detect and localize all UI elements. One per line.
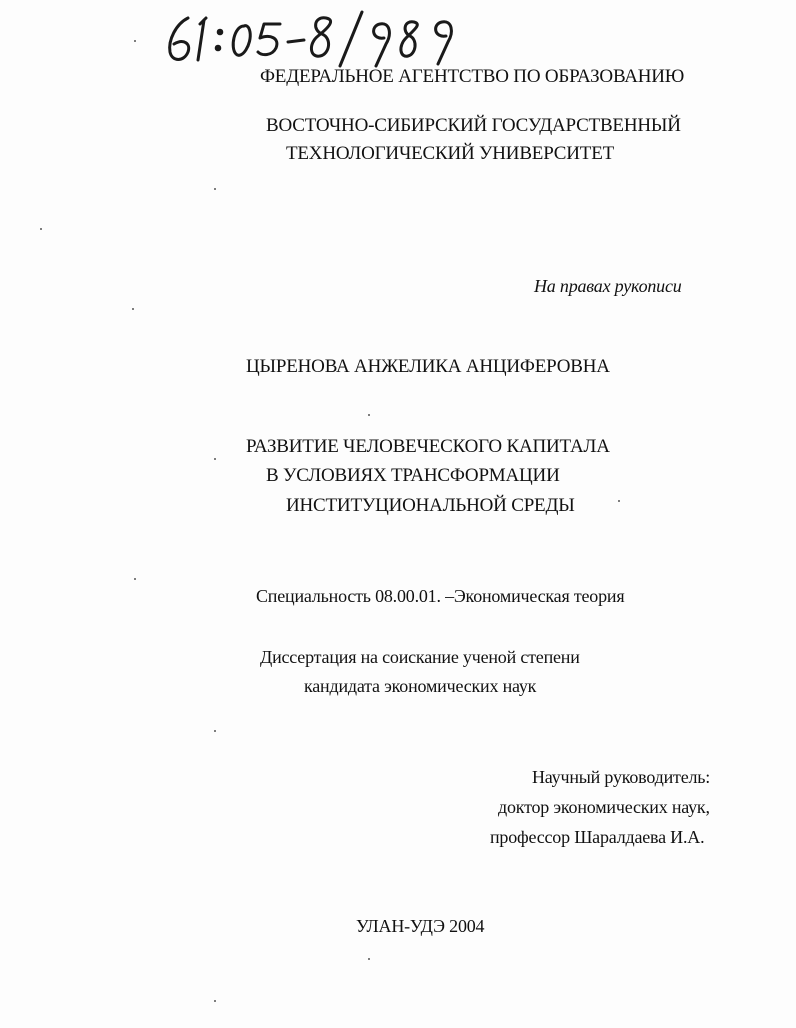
university-name-line2: ТЕХНОЛОГИЧЕСКИЙ УНИВЕРСИТЕТ xyxy=(286,143,615,164)
scan-speck xyxy=(134,40,136,42)
archive-number-text: 61:05-8/989 xyxy=(160,4,165,5)
scan-speck xyxy=(214,458,216,460)
thesis-title-line3: ИНСТИТУЦИОНАЛЬНОЙ СРЕДЫ xyxy=(286,495,575,516)
hw-digit-8b xyxy=(401,22,417,56)
scan-speck xyxy=(214,188,216,190)
scan-speck xyxy=(368,414,370,416)
hw-digit-1 xyxy=(198,20,204,60)
hw-digit-8 xyxy=(311,18,330,56)
supervisor-label: Научный руководитель: xyxy=(532,767,711,787)
hw-digit-6 xyxy=(170,18,189,60)
hw-digit-9a xyxy=(374,24,390,66)
dissertation-line2: кандидата экономических наук xyxy=(304,676,537,696)
author-name: ЦЫРЕНОВА АНЖЕЛИКА АНЦИФЕРОВНА xyxy=(246,356,610,377)
supervisor-degree: доктор экономических наук, xyxy=(498,797,710,817)
hw-digit-9b xyxy=(436,22,452,64)
agency-name: ФЕДЕРАЛЬНОЕ АГЕНТСТВО ПО ОБРАЗОВАНИЮ xyxy=(260,66,685,87)
scan-speck xyxy=(40,228,42,230)
thesis-title-line2: В УСЛОВИЯХ ТРАНСФОРМАЦИИ xyxy=(266,465,560,486)
dissertation-line1: Диссертация на соискание ученой степени xyxy=(260,647,580,667)
scan-speck xyxy=(134,578,136,580)
scan-speck xyxy=(214,730,216,732)
hw-dash xyxy=(288,40,304,42)
city-year: УЛАН-УДЭ 2004 xyxy=(356,916,485,936)
manuscript-note: На правах рукописи xyxy=(534,276,682,296)
scan-speck xyxy=(132,308,134,310)
hw-digit-0 xyxy=(233,26,250,56)
hw-slash xyxy=(340,12,362,66)
thesis-title-line1: РАЗВИТИЕ ЧЕЛОВЕЧЕСКОГО КАПИТАЛА xyxy=(246,436,610,457)
scan-speck xyxy=(618,500,620,502)
handwritten-archive-number xyxy=(160,4,460,74)
scan-speck xyxy=(368,958,370,960)
supervisor-name: профессор Шаралдаева И.А. xyxy=(490,827,705,847)
scan-speck xyxy=(214,1000,216,1002)
hw-digit-5 xyxy=(258,24,280,55)
specialty: Специальность 08.00.01. –Экономическая теория xyxy=(256,586,625,606)
university-name-line1: ВОСТОЧНО-СИБИРСКИЙ ГОСУДАРСТВЕННЫЙ xyxy=(266,115,681,136)
